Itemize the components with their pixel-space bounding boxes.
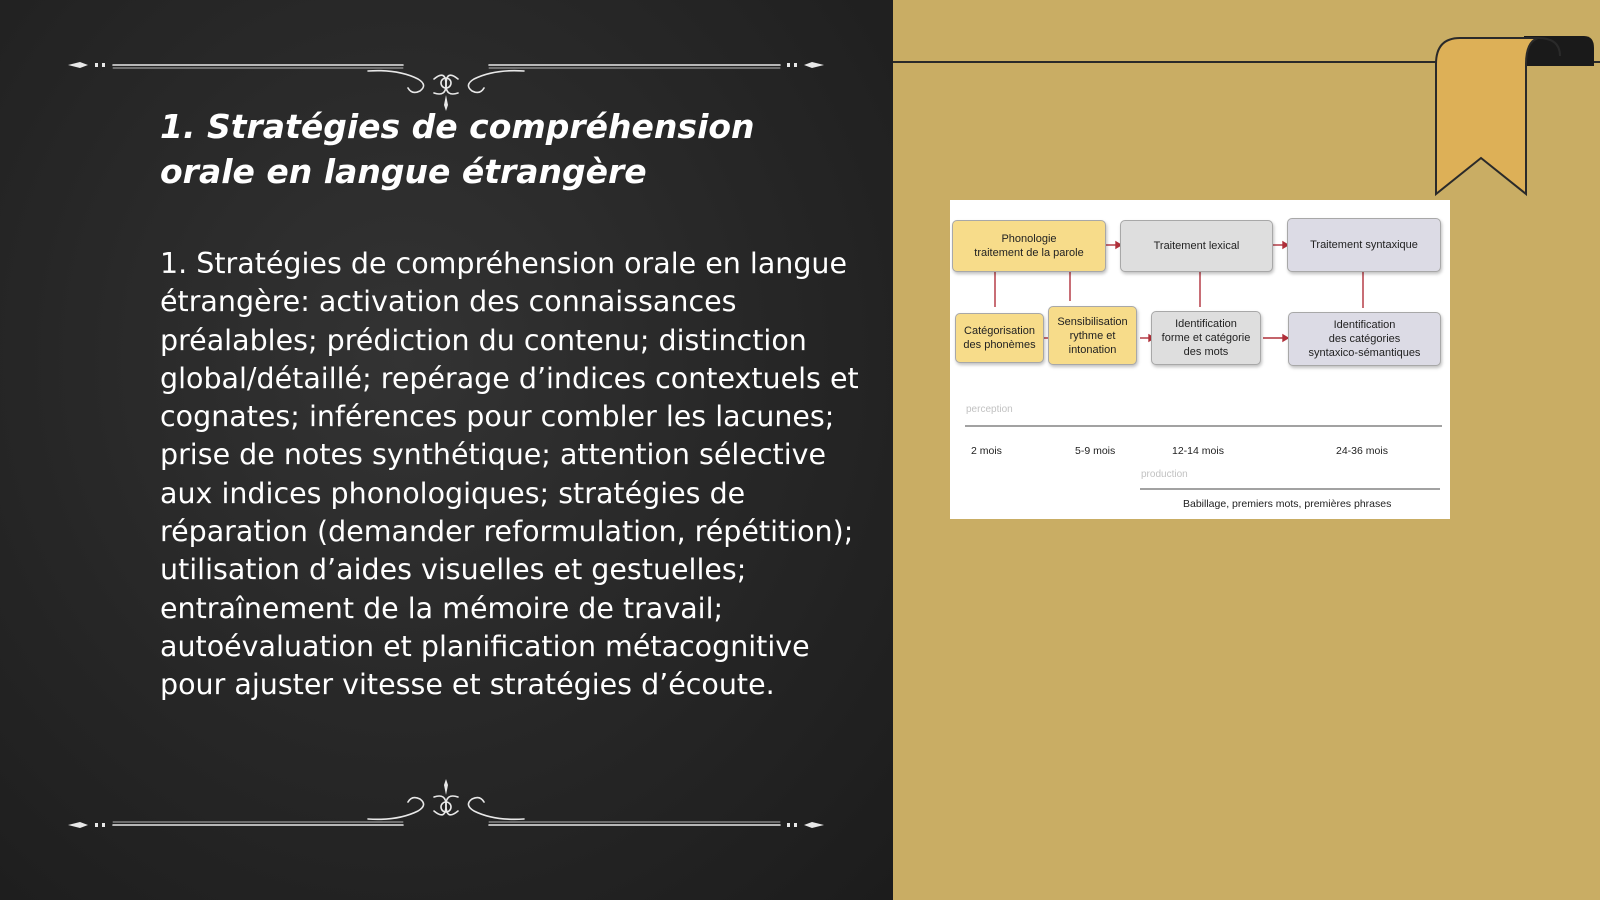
figure-label-production: production [1141, 469, 1188, 480]
figure-age-label: 12-14 mois [1172, 445, 1224, 457]
figure-age-label: 2 mois [971, 445, 1002, 457]
figure-box-sensibilisation-rythme: Sensibilisation rythme et intonation [1048, 306, 1137, 365]
ornament-divider-bottom [68, 775, 824, 835]
bookmark-ribbon-icon [1434, 36, 1594, 198]
slide-title: 1. Stratégies de compréhension orale en langue étrangère [160, 107, 755, 191]
slide-body-text: 1. Stratégies de compréhension orale en langue étrangère: activation des connaissances préalables; prédiction du contenu; distinction global/détaillé; repérage d’indices contextuels et cognates; inférences pour combler les lacunes; prise de notes synthétique; attention sélective aux indices phonologiques; stratégies de réparation (demander reformulation, répétition); utilisation d’aides visuelles et gestuelles; entraînement de la mémoire de travail; autoévaluation et planification métacognitive pour ajuster vitesse et stratégies d’écoute. [160, 247, 859, 702]
figure-box-identification-categories: Identification des catégories syntaxico-sémantiques [1288, 312, 1441, 366]
language-development-figure [950, 200, 1450, 519]
figure-label-perception: perception [966, 404, 1013, 415]
figure-box-phonologie: Phonologie traitement de la parole [952, 220, 1106, 272]
figure-box-categorisation-phonemes: Catégorisation des phonèmes [955, 313, 1044, 363]
figure-box-identification-mots: Identification forme et catégorie des mots [1151, 311, 1261, 365]
figure-production-caption: Babillage, premiers mots, premières phrases [1183, 498, 1392, 510]
figure-box-traitement-syntaxique: Traitement syntaxique [1287, 218, 1441, 272]
figure-box-traitement-lexical: Traitement lexical [1120, 220, 1273, 272]
figure-age-label: 5-9 mois [1075, 445, 1116, 457]
figure-age-label: 24-36 mois [1336, 445, 1388, 457]
